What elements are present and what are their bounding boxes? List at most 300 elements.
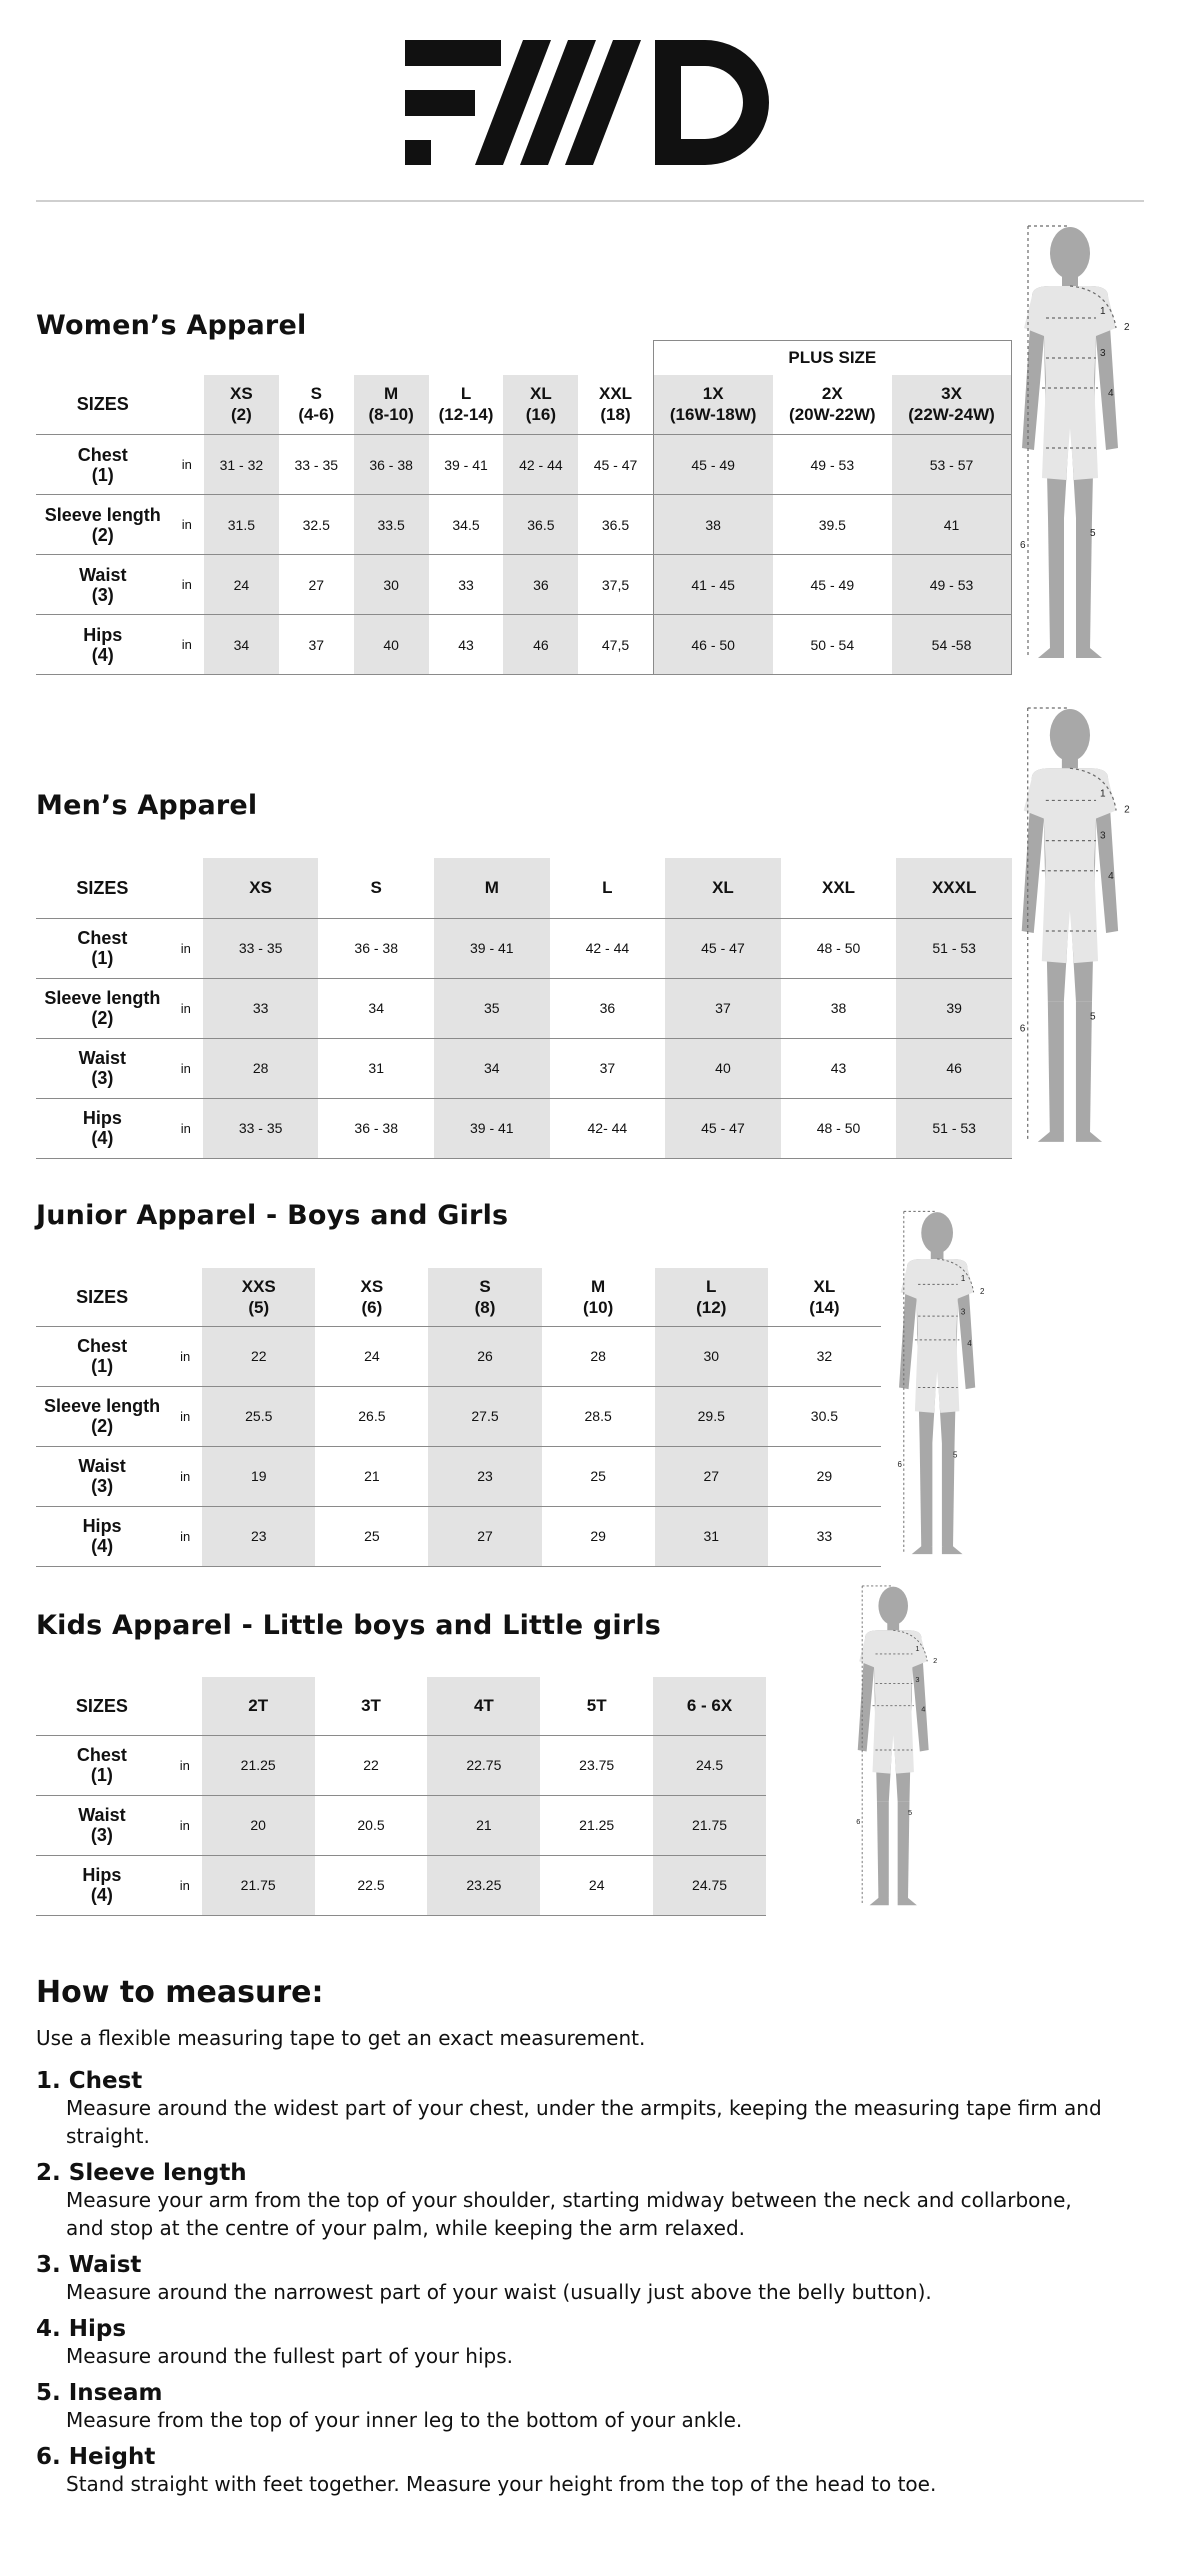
- figure-label-1: 1: [960, 1274, 966, 1284]
- unit-label: in: [168, 1855, 202, 1915]
- row-label-line: Hips: [82, 1516, 122, 1536]
- size-value-cell: 22: [315, 1735, 428, 1795]
- unit-label: in: [170, 615, 204, 675]
- size-value-cell: 45 - 47: [665, 918, 781, 978]
- size-value-cell: 26: [428, 1326, 541, 1386]
- figure-label-3: 3: [1100, 830, 1106, 842]
- row-label-line: (1): [91, 1356, 114, 1376]
- measure-item-title: 1. Chest: [36, 2068, 143, 2094]
- size-header-line: 5T: [586, 1696, 607, 1716]
- unit-label: in: [169, 1098, 203, 1158]
- right-foot: [1076, 648, 1102, 658]
- unit-label: in: [168, 1386, 202, 1446]
- figure-label-1: 1: [1100, 788, 1106, 800]
- size-header-m: [542, 1268, 655, 1326]
- size-header-line: XS: [360, 1276, 384, 1296]
- row-label-line: (2): [91, 1416, 114, 1436]
- measure-item-height: [36, 2444, 1136, 2498]
- size-header-l: [550, 858, 666, 918]
- figure-label-6: 6: [856, 1816, 861, 1826]
- measure-item-title: 3. Waist: [36, 2252, 142, 2278]
- size-header-line: (16): [525, 405, 556, 425]
- size-value-cell: 39 - 41: [429, 435, 504, 495]
- size-header-line: XS: [230, 384, 253, 404]
- size-header-3x: [892, 375, 1011, 435]
- size-value-cell: 45 - 47: [665, 1098, 781, 1158]
- size-value-cell: 28: [203, 1038, 319, 1098]
- figure-label-4: 4: [1108, 870, 1114, 882]
- row-label-line: Hips: [82, 1865, 122, 1885]
- size-value-cell: 29: [542, 1506, 655, 1566]
- row-label-line: Hips: [82, 1108, 122, 1128]
- size-value-cell: 38: [653, 495, 772, 555]
- size-value-cell: 24: [315, 1326, 428, 1386]
- men-size-table: [36, 858, 1012, 1159]
- row-label-line: (3): [90, 1825, 113, 1845]
- size-header-xxxl: [896, 858, 1012, 918]
- head: [921, 1212, 953, 1253]
- size-value-cell: 25: [542, 1446, 655, 1506]
- size-value-cell: 27.5: [428, 1386, 541, 1446]
- size-header-2x: [773, 375, 892, 435]
- right-foot: [898, 1898, 917, 1905]
- how-to-measure-intro: Use a flexible measuring tape to get an exact measurement.: [36, 2026, 646, 2050]
- figure-label-6: 6: [1020, 540, 1026, 551]
- right-foot: [1076, 1132, 1102, 1142]
- size-value-cell: 24: [540, 1855, 653, 1915]
- size-header-line: XXXL: [931, 878, 977, 898]
- size-value-cell: 27: [428, 1506, 541, 1566]
- measure-item-waist: [36, 2252, 1136, 2306]
- row-label-line: (3): [91, 1476, 114, 1496]
- row-label-line: (4): [91, 644, 114, 665]
- size-header-line: S: [479, 1276, 491, 1296]
- size-value-cell: 33 - 35: [279, 435, 354, 495]
- measure-item-title: 2. Sleeve length: [36, 2160, 247, 2186]
- size-header-line: XXL: [598, 384, 633, 404]
- size-value-cell: 34: [318, 978, 434, 1038]
- size-value-cell: 23: [428, 1446, 541, 1506]
- size-header-line: 2T: [248, 1696, 269, 1716]
- size-value-cell: 49 - 53: [773, 435, 892, 495]
- size-header-l: [655, 1268, 768, 1326]
- size-value-cell: 31: [318, 1038, 434, 1098]
- size-value-cell: 28: [542, 1326, 655, 1386]
- size-value-cell: 20.5: [315, 1795, 428, 1855]
- row-label-line: (3): [91, 584, 114, 605]
- unit-label: in: [168, 1735, 202, 1795]
- size-header-2t: [202, 1677, 315, 1735]
- size-header-line: L: [706, 1276, 717, 1296]
- measure-item-desc: Measure around the widest part of your chest, under the armpits, keeping the measuring tape firm and straight.: [66, 2096, 1102, 2148]
- size-header-line: (8): [474, 1297, 496, 1317]
- measure-item-inseam: [36, 2380, 1136, 2434]
- size-value-cell: 31: [655, 1506, 768, 1566]
- row-label-line: (4): [91, 1536, 114, 1556]
- size-header-3t: [315, 1677, 428, 1735]
- left-foot: [912, 1546, 933, 1554]
- size-value-cell: 31.5: [204, 495, 279, 555]
- row-label: [36, 1446, 168, 1506]
- size-header-xs: [203, 858, 319, 918]
- size-header-line: (14): [809, 1297, 840, 1317]
- row-label: [36, 435, 170, 495]
- size-value-cell: 34: [434, 1038, 550, 1098]
- size-value-cell: 32.5: [279, 495, 354, 555]
- unit-header: [169, 858, 203, 918]
- left-leg: [1048, 1001, 1064, 1134]
- row-label-line: Waist: [78, 1456, 126, 1476]
- size-value-cell: 36: [503, 555, 578, 615]
- size-value-cell: 42- 44: [550, 1098, 666, 1158]
- size-header-line: (4-6): [298, 405, 335, 425]
- size-value-cell: 46: [896, 1038, 1012, 1098]
- size-value-cell: 39 - 41: [434, 1098, 550, 1158]
- figure-label-4: 4: [967, 1339, 972, 1349]
- size-header-s: [279, 375, 354, 435]
- size-header-66x: [653, 1677, 766, 1735]
- size-value-cell: 23.75: [540, 1735, 653, 1795]
- size-header-xl: [503, 375, 578, 435]
- unit-header: [168, 1268, 202, 1326]
- size-value-cell: 41: [892, 495, 1011, 555]
- size-value-cell: 37,5: [578, 555, 653, 615]
- sizes-header-label: SIZES: [76, 1286, 129, 1307]
- left-leg: [877, 1802, 889, 1900]
- size-header-xxs: [202, 1268, 315, 1326]
- size-header-line: (12): [696, 1297, 727, 1317]
- measure-item-title: 4. Hips: [36, 2316, 127, 2342]
- size-value-cell: 45 - 47: [578, 435, 653, 495]
- size-value-cell: 31 - 32: [204, 435, 279, 495]
- figure-label-2: 2: [933, 1655, 938, 1665]
- measure-item-desc: Stand straight with feet together. Measure your height from the top of the head to toe.: [66, 2472, 937, 2496]
- row-label: [36, 1038, 169, 1098]
- size-header-xxl: [781, 858, 897, 918]
- size-header-line: XL: [530, 384, 552, 404]
- size-header-m: [354, 375, 429, 435]
- figure-label-4: 4: [921, 1704, 926, 1714]
- size-value-cell: 39.5: [773, 495, 892, 555]
- figure-label-3: 3: [915, 1675, 920, 1684]
- measure-item-hips: [36, 2316, 1136, 2370]
- size-value-cell: 36 - 38: [318, 1098, 434, 1158]
- plus-size-label: PLUS SIZE: [653, 341, 1011, 375]
- size-value-cell: 36: [550, 978, 666, 1038]
- size-value-cell: 24.75: [653, 1855, 766, 1915]
- size-header-line: XXL: [821, 878, 856, 898]
- size-value-cell: 37: [550, 1038, 666, 1098]
- figure-label-4: 4: [1108, 388, 1114, 399]
- measure-item-desc: Measure from the top of your inner leg to the bottom of your ankle.: [66, 2408, 743, 2432]
- size-header-line: L: [460, 384, 472, 404]
- size-value-cell: 24: [204, 555, 279, 615]
- size-header-line: M: [591, 1276, 606, 1296]
- size-value-cell: 45 - 49: [653, 435, 772, 495]
- size-header-line: XL: [712, 878, 734, 898]
- size-value-cell: 40: [665, 1038, 781, 1098]
- row-label-line: Waist: [78, 1048, 126, 1068]
- sizes-header-label: SIZES: [75, 1695, 128, 1716]
- size-value-cell: 39 - 41: [434, 918, 550, 978]
- size-header-xl: [768, 1268, 881, 1326]
- size-value-cell: 48 - 50: [781, 918, 897, 978]
- shorts: [873, 1698, 914, 1773]
- figure-label-5: 5: [1090, 528, 1096, 539]
- size-value-cell: 36 - 38: [354, 435, 429, 495]
- size-value-cell: 25: [315, 1506, 428, 1566]
- size-value-cell: 29.5: [655, 1386, 768, 1446]
- size-header-s: [428, 1268, 541, 1326]
- head: [878, 1587, 908, 1625]
- size-value-cell: 23.25: [427, 1855, 540, 1915]
- size-header-line: XXS: [241, 1276, 276, 1296]
- row-label-line: Chest: [77, 928, 128, 948]
- unit-label: in: [168, 1795, 202, 1855]
- figure-label-6: 6: [1019, 1023, 1026, 1035]
- row-label-line: Waist: [78, 1805, 126, 1825]
- size-value-cell: 22: [202, 1326, 315, 1386]
- women-body-figure: [1020, 218, 1160, 678]
- measure-item-desc: Measure around the narrowest part of your waist (usually just above the belly button).: [66, 2280, 932, 2304]
- size-value-cell: 29: [768, 1446, 881, 1506]
- shorts: [1042, 378, 1098, 480]
- size-value-cell: 51 - 53: [896, 918, 1012, 978]
- size-header-1x: [653, 375, 772, 435]
- size-value-cell: 30: [354, 555, 429, 615]
- size-header-s: [318, 858, 434, 918]
- size-value-cell: 48 - 50: [781, 1098, 897, 1158]
- size-header-xl: [665, 858, 781, 918]
- size-value-cell: 45 - 49: [773, 555, 892, 615]
- size-value-cell: 33 - 35: [203, 918, 319, 978]
- size-header-line: XL: [813, 1276, 836, 1296]
- size-value-cell: 49 - 53: [892, 555, 1011, 615]
- shorts: [915, 1332, 959, 1413]
- kids-section-title: Kids Apparel - Little boys and Little girls: [36, 1610, 662, 1641]
- unit-label: in: [169, 978, 203, 1038]
- row-label-line: (4): [91, 1128, 114, 1148]
- figure-label-2: 2: [1124, 322, 1130, 333]
- row-label-line: (1): [91, 948, 114, 968]
- size-header-5t: [540, 1677, 653, 1735]
- row-label-line: Sleeve length: [44, 1396, 161, 1416]
- size-value-cell: 54 -58: [892, 615, 1011, 675]
- size-header-line: 4T: [473, 1696, 494, 1716]
- size-header-xs: [204, 375, 279, 435]
- size-value-cell: 37: [279, 615, 354, 675]
- left-leg: [1048, 518, 1064, 650]
- row-label: [36, 1855, 168, 1915]
- header-divider: [36, 200, 1144, 202]
- size-header-line: M: [384, 384, 399, 404]
- row-label: [36, 1098, 169, 1158]
- men-body-figure: [1010, 700, 1170, 1162]
- size-value-cell: 37: [665, 978, 781, 1038]
- size-value-cell: 53 - 57: [892, 435, 1011, 495]
- size-value-cell: 21.25: [202, 1735, 315, 1795]
- size-value-cell: 39: [896, 978, 1012, 1038]
- size-header-line: (6): [361, 1297, 383, 1317]
- row-label-line: (3): [91, 1068, 114, 1088]
- row-label: [36, 1795, 168, 1855]
- row-label-line: (1): [90, 1765, 113, 1785]
- size-value-cell: 33.5: [354, 495, 429, 555]
- size-value-cell: 22.5: [315, 1855, 428, 1915]
- size-header-line: (12-14): [438, 405, 494, 425]
- size-header-line: S: [370, 878, 382, 898]
- size-value-cell: 46 - 50: [653, 615, 772, 675]
- unit-label: in: [170, 495, 204, 555]
- size-value-cell: 43: [429, 615, 504, 675]
- junior-section-title: Junior Apparel - Boys and Girls: [36, 1200, 509, 1231]
- size-value-cell: 36.5: [578, 495, 653, 555]
- size-value-cell: 34: [204, 615, 279, 675]
- men-section-title: Men’s Apparel: [36, 790, 258, 821]
- left-foot: [870, 1898, 889, 1905]
- size-value-cell: 19: [202, 1446, 315, 1506]
- women-size-table: [36, 340, 1012, 675]
- size-value-cell: 23: [202, 1506, 315, 1566]
- size-header-line: (20W-22W): [789, 405, 876, 425]
- measure-item-chest: [36, 2068, 1136, 2150]
- row-label-line: Sleeve length: [44, 988, 161, 1008]
- row-label: [36, 1735, 168, 1795]
- size-value-cell: 21.75: [653, 1795, 766, 1855]
- row-label: [36, 615, 170, 675]
- junior-size-table: [36, 1268, 881, 1567]
- row-label: [36, 978, 169, 1038]
- size-header-line: (18): [600, 405, 631, 425]
- row-label-line: Waist: [79, 564, 127, 585]
- size-header-line: (10): [583, 1297, 614, 1317]
- size-value-cell: 27: [655, 1446, 768, 1506]
- size-header-line: (16W-18W): [669, 405, 757, 425]
- figure-label-2: 2: [979, 1286, 985, 1296]
- unit-label: in: [168, 1506, 202, 1566]
- size-value-cell: 47,5: [578, 615, 653, 675]
- size-value-cell: 25.5: [202, 1386, 315, 1446]
- size-header-l: [429, 375, 504, 435]
- size-value-cell: 32: [768, 1326, 881, 1386]
- left-leg: [920, 1443, 933, 1548]
- row-label-line: Chest: [76, 1745, 127, 1765]
- size-header-line: 3X: [941, 384, 962, 404]
- size-header-line: 6 - 6X: [686, 1696, 733, 1716]
- row-label-line: Chest: [77, 444, 128, 465]
- kids-size-table: [36, 1677, 766, 1916]
- row-label-line: (4): [90, 1885, 113, 1905]
- size-value-cell: 21: [315, 1446, 428, 1506]
- size-value-cell: 20: [202, 1795, 315, 1855]
- figure-label-3: 3: [1100, 348, 1106, 359]
- size-value-cell: 40: [354, 615, 429, 675]
- size-header-xs: [315, 1268, 428, 1326]
- size-value-cell: 24.5: [653, 1735, 766, 1795]
- unit-header: [170, 375, 204, 435]
- how-to-measure-title: How to measure:: [36, 1975, 324, 2010]
- left-foot: [1038, 1132, 1064, 1142]
- size-value-cell: 21: [427, 1795, 540, 1855]
- row-label: [36, 495, 170, 555]
- size-value-cell: 51 - 53: [896, 1098, 1012, 1158]
- size-value-cell: 33: [768, 1506, 881, 1566]
- figure-label-1: 1: [915, 1643, 920, 1653]
- figure-label-5: 5: [1090, 1011, 1096, 1023]
- size-value-cell: 33: [203, 978, 319, 1038]
- size-header-line: 2X: [821, 384, 843, 404]
- size-header-4t: [427, 1677, 540, 1735]
- size-header-line: (8-10): [368, 405, 414, 425]
- row-label-line: Hips: [83, 624, 123, 645]
- unit-label: in: [169, 1038, 203, 1098]
- sizes-header-label: SIZES: [76, 877, 129, 898]
- women-section-title: Women’s Apparel: [36, 310, 307, 341]
- size-header-line: L: [602, 878, 613, 898]
- size-value-cell: 41 - 45: [653, 555, 772, 615]
- row-label: [36, 555, 170, 615]
- size-value-cell: 43: [781, 1038, 897, 1098]
- row-label: [36, 1506, 168, 1566]
- size-header-line: M: [484, 878, 499, 898]
- size-value-cell: 50 - 54: [773, 615, 892, 675]
- figure-label-6: 6: [897, 1459, 902, 1469]
- unit-label: in: [170, 435, 204, 495]
- size-header-line: S: [310, 384, 322, 404]
- row-label-line: (2): [91, 1008, 114, 1028]
- size-header-line: (22W-24W): [908, 405, 995, 425]
- size-value-cell: 42 - 44: [550, 918, 666, 978]
- junior-body-figure: [888, 1205, 1018, 1570]
- row-label-line: (1): [91, 464, 114, 485]
- figure-label-1: 1: [1100, 306, 1106, 317]
- size-value-cell: 38: [781, 978, 897, 1038]
- size-header-line: (5): [248, 1297, 270, 1317]
- size-value-cell: 35: [434, 978, 550, 1038]
- measure-item-title: 5. Inseam: [36, 2380, 163, 2406]
- fwd-logo: [405, 40, 775, 165]
- unit-label: in: [169, 918, 203, 978]
- figure-label-5: 5: [953, 1450, 958, 1460]
- size-value-cell: 30: [655, 1326, 768, 1386]
- head: [1050, 227, 1090, 279]
- size-value-cell: 34.5: [429, 495, 504, 555]
- row-label: [36, 918, 169, 978]
- size-value-cell: 27: [279, 555, 354, 615]
- unit-label: in: [168, 1446, 202, 1506]
- size-value-cell: 36.5: [503, 495, 578, 555]
- row-label-line: Sleeve length: [44, 504, 161, 525]
- head: [1050, 709, 1090, 761]
- size-value-cell: 36 - 38: [318, 918, 434, 978]
- size-value-cell: 30.5: [768, 1386, 881, 1446]
- measure-item-sleeve: [36, 2160, 1136, 2242]
- size-value-cell: 21.25: [540, 1795, 653, 1855]
- unit-header: [168, 1677, 202, 1735]
- figure-label-2: 2: [1124, 804, 1130, 816]
- row-label: [36, 1386, 168, 1446]
- unit-label: in: [168, 1326, 202, 1386]
- right-foot: [942, 1546, 963, 1554]
- size-value-cell: 33: [429, 555, 504, 615]
- size-value-cell: 22.75: [427, 1735, 540, 1795]
- sizes-header-label: SIZES: [76, 394, 129, 415]
- measure-item-title: 6. Height: [36, 2444, 156, 2470]
- size-value-cell: 26.5: [315, 1386, 428, 1446]
- row-label: [36, 1326, 168, 1386]
- row-label-line: Chest: [77, 1336, 128, 1356]
- size-value-cell: 42 - 44: [503, 435, 578, 495]
